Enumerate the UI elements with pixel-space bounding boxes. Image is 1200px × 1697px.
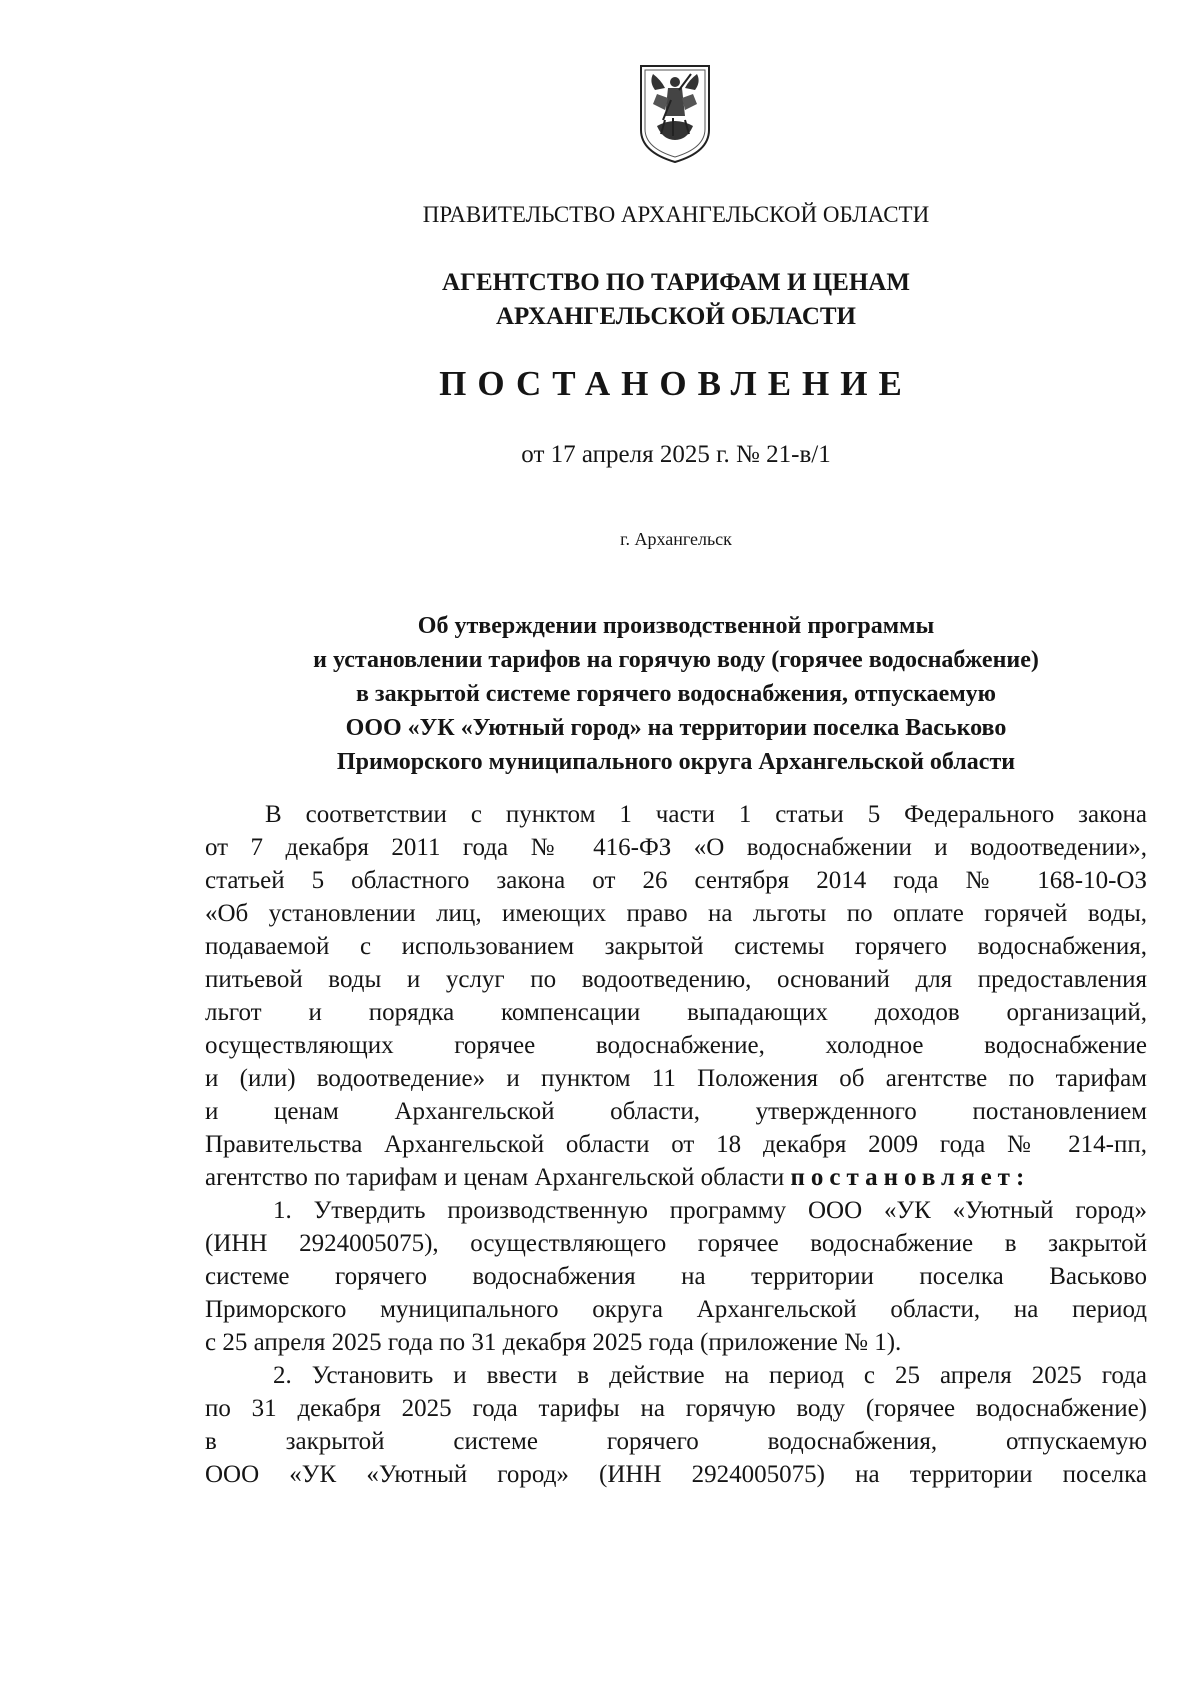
- preamble-last-text: агентство по тарифам и ценам Архангельской области: [205, 1164, 791, 1191]
- preamble-line: подаваемой с использованием закрытой системы горячего водоснабжения,: [205, 933, 1147, 960]
- preamble-line: питьевой воды и услуг по водоотведению, оснований для предоставления: [205, 966, 1147, 993]
- document-place: г. Архангельск: [620, 529, 732, 549]
- subject-line: в закрытой системе горячего водоснабжения, отпускаемую: [355, 681, 997, 707]
- preamble-line: от 7 декабря 2011 года № 416-ФЗ «О водоснабжении и водоотведении»,: [205, 834, 1147, 861]
- item1-line: (ИНН 2924005075), осуществляющего горячее водоснабжение в закрытой: [205, 1230, 1147, 1257]
- subject-line: и установлении тарифов на горячую воду (горячее водоснабжение): [313, 647, 1039, 673]
- item2-line: в закрытой системе горячего водоснабжения, отпускаемую: [205, 1428, 1147, 1455]
- agency-name: [0, 266, 1200, 334]
- document-body: [205, 798, 1147, 1491]
- document-type-title: ПОСТАНОВЛЕНИЕ: [439, 364, 913, 403]
- document-subject: [0, 609, 1200, 779]
- item1-line: с 25 апреля 2025 года по 31 декабря 2025 года (приложение № 1).: [205, 1329, 902, 1356]
- item2-line: ООО «УК «Уютный город» (ИНН 2924005075) на территории поселка: [205, 1461, 1147, 1488]
- item1-line: Приморского муниципального округа Архангельской области, на период: [205, 1296, 1147, 1323]
- preamble-line: «Об установлении лиц, имеющих право на льготы по оплате горячей воды,: [205, 900, 1147, 927]
- subject-line: ООО «УК «Уютный город» на территории поселка Васьково: [345, 715, 1007, 741]
- document-date-number: от 17 апреля 2025 г. № 21-в/1: [521, 441, 831, 468]
- item1-line: 1. Утвердить производственную программу ООО «УК «Уютный город»: [273, 1197, 1147, 1224]
- item2-line: 2. Установить и ввести в действие на период с 25 апреля 2025 года: [273, 1362, 1147, 1389]
- preamble-line: и (или) водоотведение» и пунктом 11 Положения об агентстве по тарифам: [205, 1065, 1147, 1092]
- item2-line: по 31 декабря 2025 года тарифы на горячую воду (горячее водоснабжение): [205, 1395, 1147, 1422]
- preamble-line: и ценам Архангельской области, утвержденного постановлением: [205, 1098, 1147, 1125]
- preamble-line: льгот и порядка компенсации выпадающих доходов организаций,: [205, 999, 1147, 1026]
- preamble-line: осуществляющих горячее водоснабжение, холодное водоснабжение: [205, 1032, 1147, 1059]
- government-name: ПРАВИТЕЛЬСТВО АРХАНГЕЛЬСКОЙ ОБЛАСТИ: [422, 202, 930, 227]
- subject-line: Об утверждении производственной программы: [417, 613, 935, 639]
- preamble-last-line: [205, 1161, 1147, 1194]
- preamble-line: В соответствии с пунктом 1 части 1 статьи 5 Федерального закона: [265, 801, 1147, 828]
- coat-of-arms-emblem: [635, 60, 715, 165]
- agency-line-1: АГЕНТСТВО ПО ТАРИФАМ И ЦЕНАМ: [442, 269, 910, 296]
- item1-line: системе горячего водоснабжения на территории поселка Васьково: [205, 1263, 1147, 1290]
- preamble-line: Правительства Архангельской области от 18 декабря 2009 года № 214-пп,: [205, 1131, 1147, 1158]
- agency-line-2: АРХАНГЕЛЬСКОЙ ОБЛАСТИ: [496, 303, 856, 330]
- preamble-line: статьей 5 областного закона от 26 сентября 2014 года № 168-10-ОЗ: [205, 867, 1147, 894]
- decree-word: постановляет:: [790, 1164, 1031, 1191]
- subject-line: Приморского муниципального округа Архангельской области: [336, 749, 1016, 775]
